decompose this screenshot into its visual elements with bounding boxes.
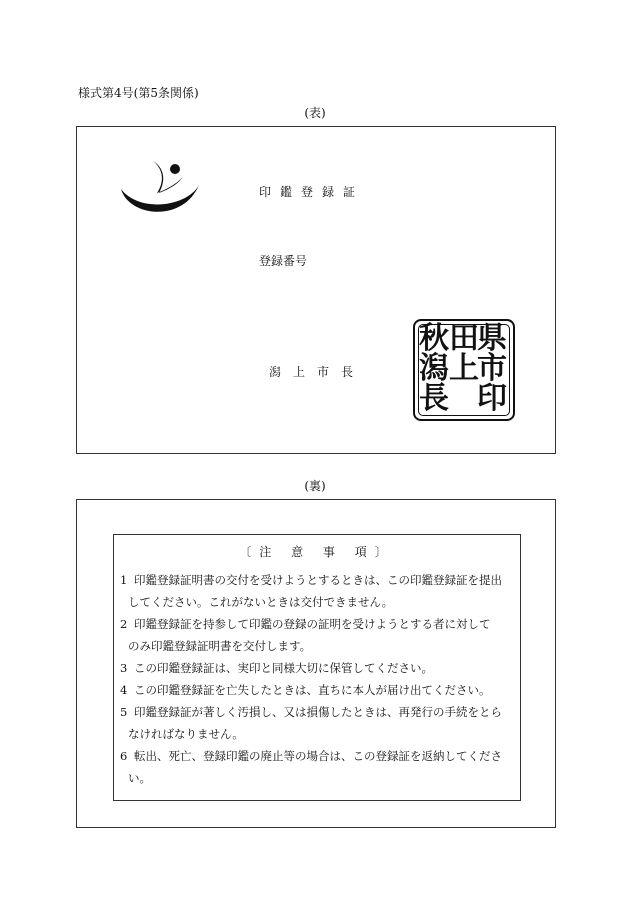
city-logo-icon — [117, 155, 203, 225]
note-number: 4 — [120, 683, 128, 697]
mayor-title: 潟上市長 — [269, 365, 366, 379]
note-text: 印鑑登録証が著しく汚損し、又は損傷したときは、再発行の手続をとら — [134, 705, 502, 719]
note-item — [120, 569, 516, 613]
back-card — [76, 499, 556, 828]
note-text: のみ印鑑登録証明書を交付します。 — [128, 639, 312, 653]
seal-char: 上 — [449, 351, 479, 386]
note-item — [120, 657, 516, 679]
note-text: この印鑑登録証を亡失したときは、直ちに本人が届け出てください。 — [134, 683, 491, 697]
note-text: なければなりません。 — [128, 727, 244, 741]
seal-char: 市 — [477, 351, 507, 386]
seal-char: 田 — [449, 321, 479, 356]
note-number: 5 — [120, 705, 128, 719]
note-number: 2 — [120, 617, 128, 631]
seal-char: 秋 — [419, 321, 449, 356]
card-title: 印鑑登録証 — [259, 185, 365, 199]
official-seal — [413, 319, 515, 421]
back-label: (裏) — [304, 479, 326, 493]
note-text: 転出、死亡、登録印鑑の廃止等の場合は、この登録証を返納してくださ — [134, 749, 502, 763]
note-text: してください。これがないときは交付できません。 — [128, 595, 394, 609]
note-item — [120, 613, 516, 657]
note-number: 6 — [120, 749, 128, 763]
note-text: い。 — [128, 771, 151, 785]
front-card — [76, 126, 556, 454]
note-item — [120, 679, 516, 701]
note-text: 印鑑登録証明書の交付を受けようとするときは、この印鑑登録証を提出 — [134, 573, 502, 587]
form-number: 様式第4号(第5条関係) — [78, 86, 199, 100]
note-text: この印鑑登録証は、実印と同様大切に保管してください。 — [134, 661, 433, 675]
note-item — [120, 701, 516, 745]
note-number: 1 — [120, 573, 128, 587]
note-item — [120, 745, 516, 789]
note-text: 印鑑登録証を持参して印鑑の登録の証明を受けようとする者に対して — [134, 617, 491, 631]
seal-char: 潟 — [419, 351, 449, 386]
seal-char: 県 — [477, 321, 507, 356]
notes-title: 〔注 意 事 項〕 — [239, 545, 395, 559]
registration-number-label: 登録番号 — [259, 254, 308, 268]
front-label: (表) — [304, 106, 326, 120]
seal-char: 長 — [419, 381, 449, 416]
seal-char: 印 — [477, 381, 507, 416]
notes-box — [113, 534, 521, 801]
note-number: 3 — [120, 661, 128, 675]
